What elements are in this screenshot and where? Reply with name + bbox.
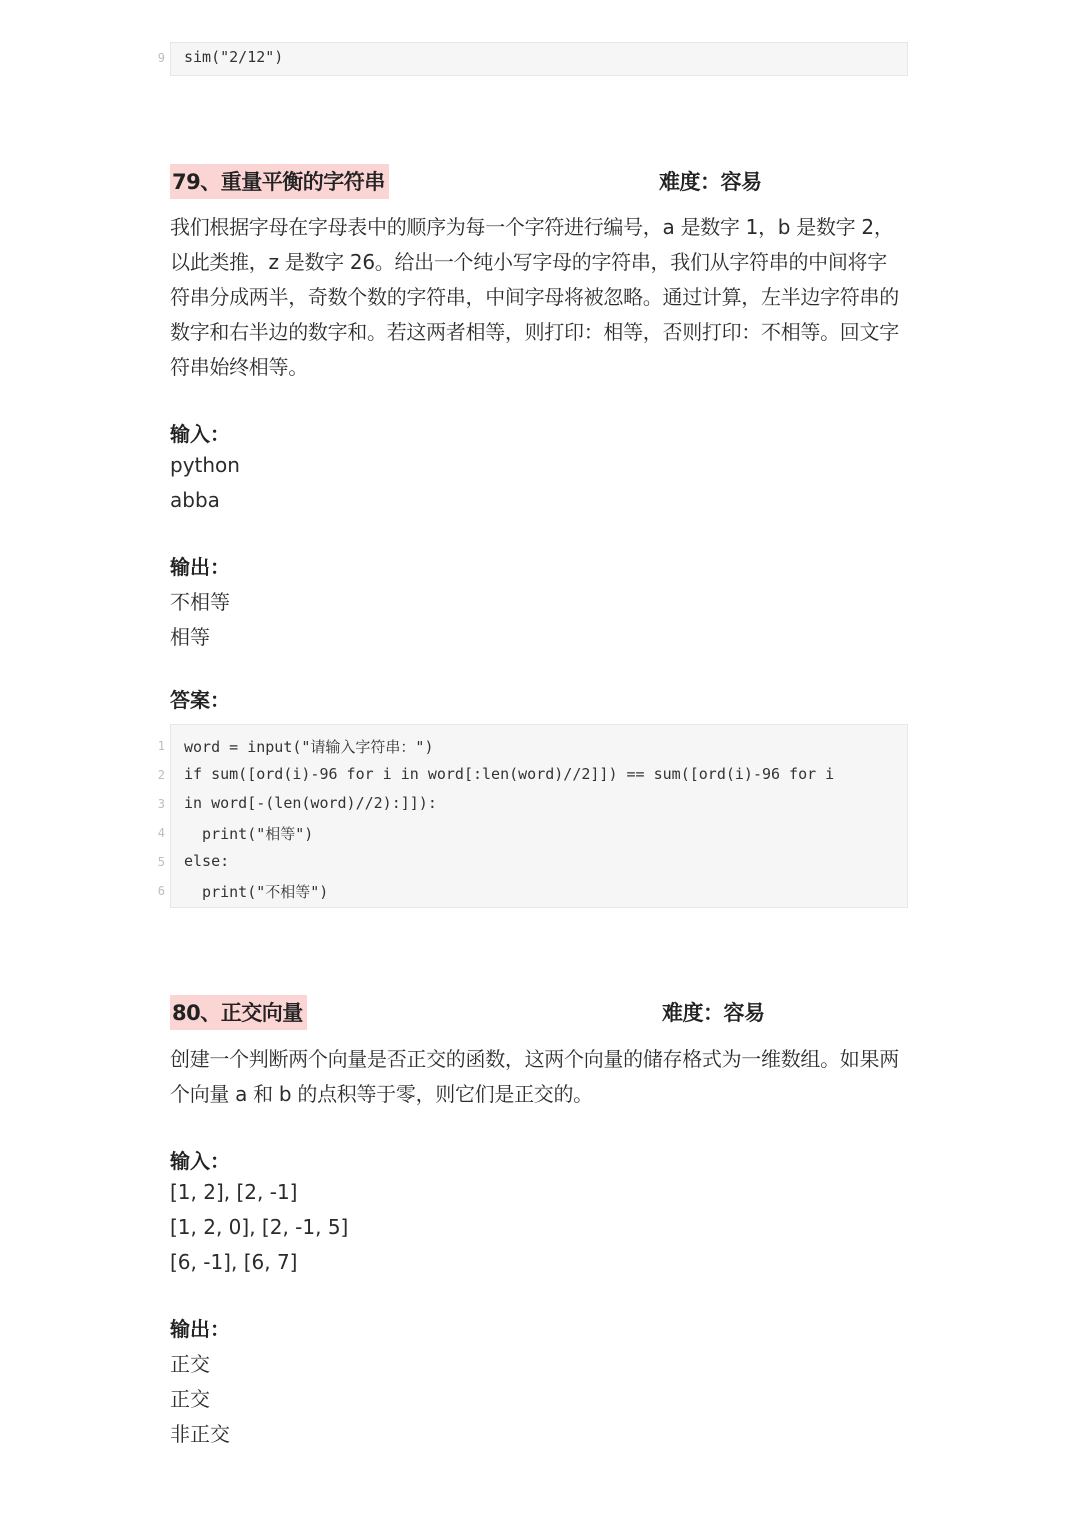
code-block-previous [157,42,908,76]
code-text: word = input("请输入字符串：") [184,738,434,756]
input-example: [1, 2, 0], [2, -1, 5] [170,1215,349,1239]
input-label-80: 输入： [170,1149,230,1173]
code-line [157,43,907,72]
code-line [157,789,907,818]
line-number: 4 [157,826,165,840]
output-example: 正交 [170,1352,210,1376]
answer-label-79: 答案： [170,688,230,712]
question-title-79: 79、重量平衡的字符串 [170,164,389,199]
code-line [157,760,907,789]
output-label-79: 输出： [170,555,230,579]
line-number: 5 [157,855,165,869]
code-text: in word[-(len(word)//2):]]): [184,794,437,812]
line-number: 3 [157,797,165,811]
code-line [157,818,907,847]
line-number: 6 [157,884,165,898]
code-line [157,847,907,876]
input-example: python [170,453,240,477]
line-number: 9 [157,51,165,65]
line-number: 2 [157,768,165,782]
output-example: 正交 [170,1387,210,1411]
code-line [157,876,907,905]
question-description-80: 创建一个判断两个向量是否正交的函数，这两个向量的储存格式为一维数组。如果两个向量 a 和 b 的点积等于零，则它们是正交的。 [170,1047,899,1106]
input-example: [6, -1], [6, 7] [170,1250,298,1274]
code-text: else: [184,852,230,870]
code-line [157,731,907,760]
input-example: abba [170,488,220,512]
input-label-79: 输入： [170,422,230,446]
question-title-80: 80、正交向量 [170,995,307,1030]
output-example: 非正交 [170,1422,230,1446]
difficulty-79: 难度：容易 [659,170,762,194]
question-description-79: 我们根据字母在字母表中的顺序为每一个字符进行编号，a 是数字 1，b 是数字 2，以此类推，z 是数字 26。给出一个纯小写字母的字符串，我们从字符串的中间将字符串分成两半，奇数个数的字符串，中间字母将被忽略。通过计算，左半边字符串的数字和右半边的数字和。若这两者相等，则打印：相等，否则打印：不相等。回文字符串始终相等。 [170,215,899,379]
output-label-80: 输出： [170,1317,230,1341]
code-text: sim("2/12") [184,48,284,66]
input-example: [1, 2], [2, -1] [170,1180,298,1204]
code-text: print("不相等") [184,883,329,901]
output-example: 不相等 [170,590,230,614]
line-number: 1 [157,739,165,753]
difficulty-80: 难度：容易 [662,1001,765,1025]
code-block-answer-79 [157,724,908,908]
output-example: 相等 [170,625,210,649]
code-text: if sum([ord(i)-96 for i in word[:len(word)//2]]) == sum([ord(i)-96 for i [184,765,835,783]
code-text: print("相等") [184,825,314,843]
